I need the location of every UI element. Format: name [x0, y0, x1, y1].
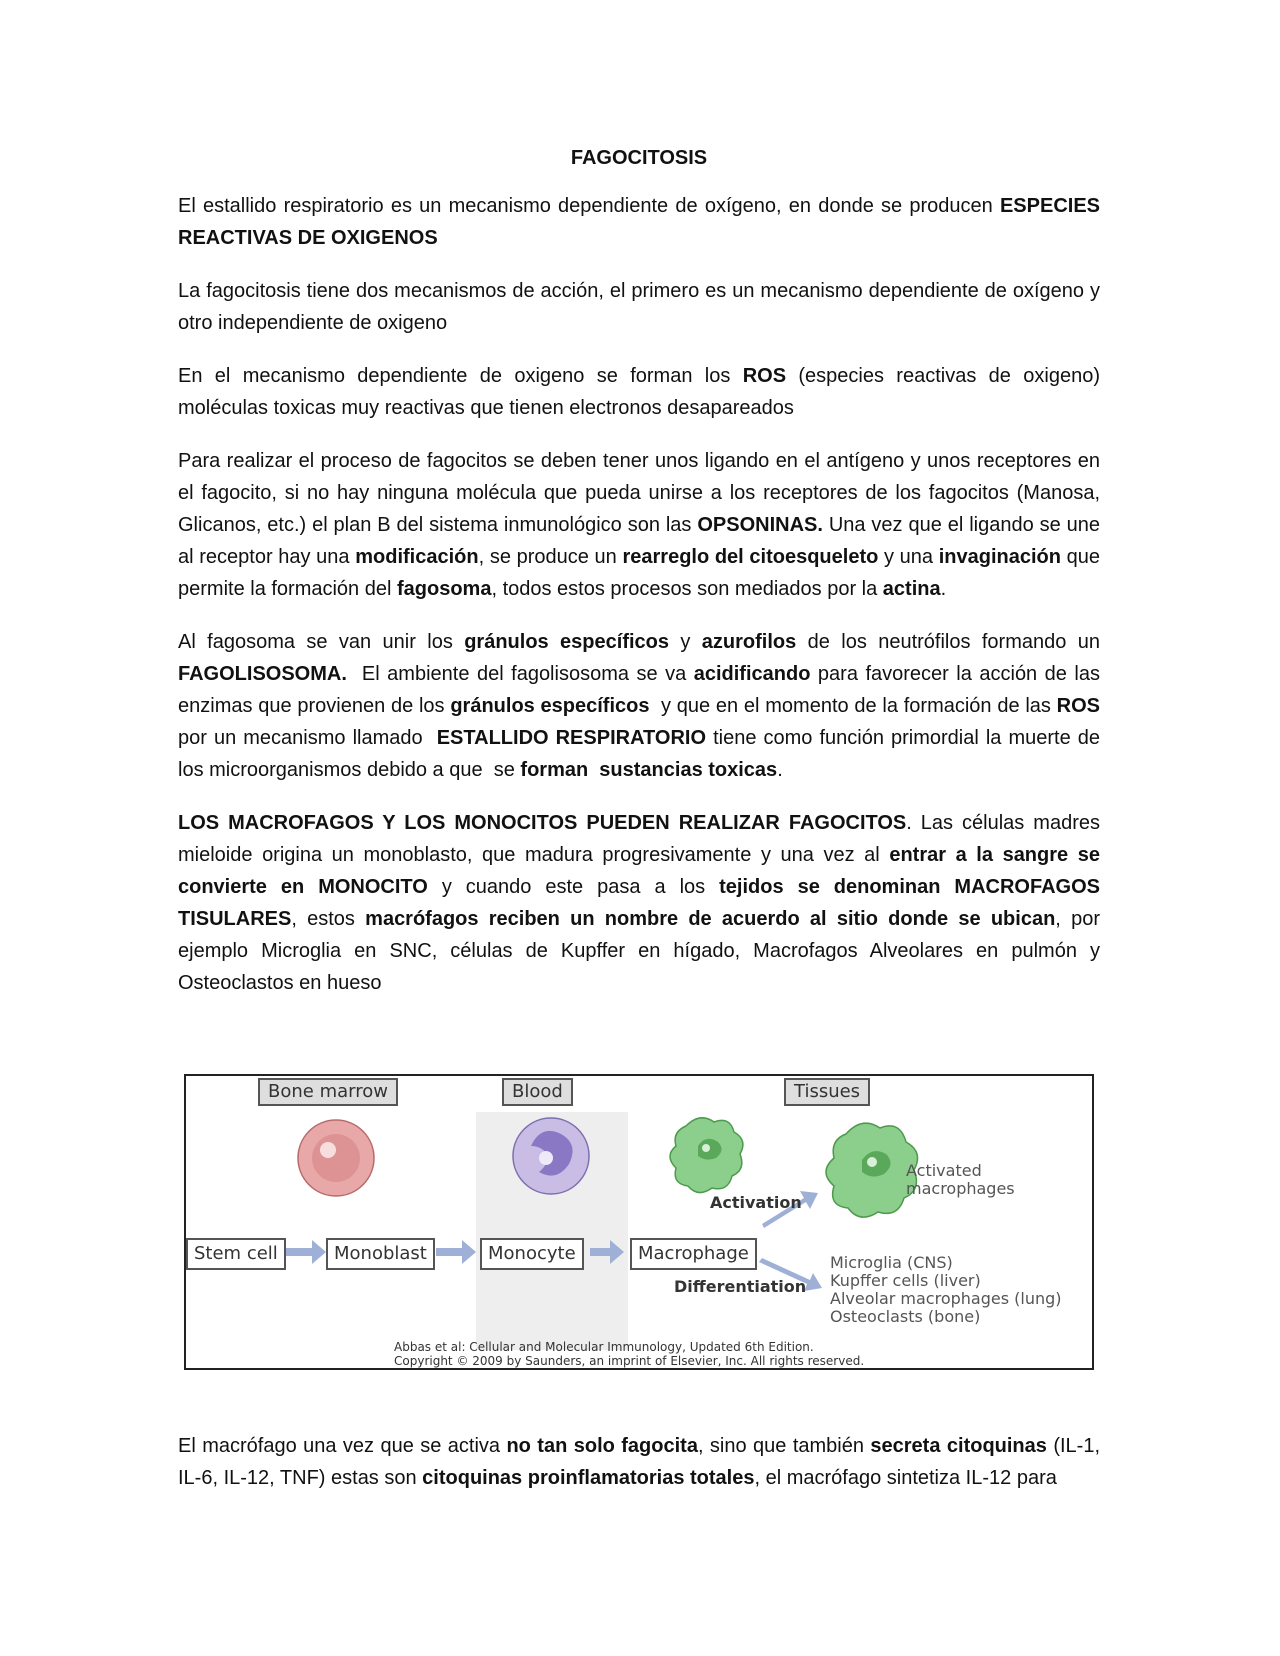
bold-text: modificación — [355, 546, 479, 568]
text: . — [777, 759, 783, 781]
bold-text: azurofilos — [701, 631, 797, 653]
text: , por ejemplo Microglia en SNC, células de Kupffer en hígado, Macrofagos Alveolares en pulmón y Osteoclastos en hueso — [178, 908, 1100, 994]
text: Para realizar el proceso de fagocitos se deben tener unos ligando en el antígeno y unos receptores en el fagocito, si no hay ninguna molécula que pueda unirse a los receptores de los fagocitos (Manosa, Glicanos, etc.) el plan B del sistema inmunológico son las — [178, 450, 1100, 536]
text: Una vez que el ligando se une al receptor hay una — [178, 514, 1101, 568]
arrow-icon — [436, 1240, 476, 1264]
stem-cell-illustration — [298, 1120, 374, 1196]
page-title: FAGOCITOSIS — [570, 147, 708, 169]
list-item: Alveolar macrophages (lung) — [830, 1289, 1062, 1308]
stage-monoblast: Monoblast — [326, 1238, 435, 1270]
paragraph-3 — [178, 360, 1100, 424]
list-item: Osteoclasts (bone) — [830, 1307, 981, 1326]
bold-text: acidificando — [693, 663, 811, 685]
text: y que en el momento de la formación de las — [649, 695, 1057, 717]
text: El macrófago una vez que se activa — [178, 1435, 507, 1457]
activation-label — [710, 1194, 802, 1212]
text: El estallido respiratorio es un mecanismo dependiente de oxígeno, en donde se producen — [178, 195, 1000, 217]
label-line: Activated — [906, 1161, 982, 1180]
text: , el macrófago sintetiza IL-12 para — [754, 1467, 1057, 1489]
differentiated-types-list — [830, 1254, 1062, 1326]
macrophage-illustration — [670, 1118, 743, 1193]
text: , sino que también — [697, 1435, 871, 1457]
figure-citation — [394, 1340, 864, 1368]
differentiation-label — [674, 1278, 806, 1296]
header-blood: Blood — [502, 1078, 573, 1106]
citation-line: Abbas et al: Cellular and Molecular Immunology, Updated 6th Edition. — [394, 1340, 814, 1354]
stage-macrophage: Macrophage — [630, 1238, 757, 1270]
bold-text: ESTALLIDO RESPIRATORIO — [436, 727, 707, 749]
bold-text: OPSONINAS. — [697, 514, 823, 536]
text: , todos estos procesos son mediados por la — [491, 578, 883, 600]
bold-text: FAGOLISOSOMA. — [178, 663, 347, 685]
bold-text: macrófagos reciben un nombre de acuerdo al sitio donde se ubican — [365, 908, 1056, 930]
text: y una — [878, 546, 939, 568]
stage-stem-cell: Stem cell — [186, 1238, 286, 1270]
bold-text: actina — [882, 578, 941, 600]
header-tissues: Tissues — [784, 1078, 870, 1106]
activation-text: Activation — [710, 1193, 802, 1212]
text: Al fagosoma se van unir los — [178, 631, 465, 653]
paragraph-5 — [178, 626, 1106, 786]
text: (especies reactivas de oxigeno) moléculas toxicas muy reactivas que tienen electronos desapareados — [178, 365, 1100, 419]
paragraph-6 — [178, 807, 1100, 999]
bold-text: ESPECIES REACTIVAS DE OXIGENOS — [178, 195, 1100, 249]
activated-macrophages-label — [906, 1162, 1015, 1198]
cell-differentiation-figure — [184, 1074, 1094, 1370]
list-item: Kupffer cells (liver) — [830, 1271, 981, 1290]
header-bone-marrow: Bone marrow — [258, 1078, 398, 1106]
text: y cuando este pasa a los — [427, 876, 720, 898]
text: , estos — [291, 908, 366, 930]
bold-text: rearreglo del citoesqueleto — [622, 546, 879, 568]
differentiation-text: Differentiation — [674, 1277, 807, 1296]
text: La fagocitosis tiene dos mecanismos de acción, el primero es un mecanismo dependiente de oxígeno y otro independiente de oxigeno — [178, 280, 1100, 334]
text: . Las células madres mieloide origina un monoblasto, que madura progresivamente y una vez al — [178, 812, 1100, 866]
text: (IL-1, IL-6, IL-12, TNF) estas son — [178, 1435, 1101, 1489]
paragraph-7 — [178, 1430, 1100, 1494]
text: El ambiente del fagolisosoma se va — [346, 663, 694, 685]
text: tiene como función primordial la muerte de los microorganismos debido a que se — [178, 727, 1106, 781]
bold-text: fagosoma — [396, 578, 492, 600]
label-line: macrophages — [906, 1179, 1015, 1198]
text: para favorecer la acción de las enzimas que provienen de los — [178, 663, 1100, 717]
arrow-icon — [286, 1240, 326, 1264]
paragraph-4 — [178, 445, 1100, 605]
document-body — [178, 142, 1106, 1020]
text: En el mecanismo dependiente de oxigeno se forman los — [178, 365, 743, 387]
bold-text: gránulos específicos — [450, 695, 650, 717]
bold-text: no tan solo fagocita — [506, 1435, 698, 1457]
citation-line: Copyright © 2009 by Saunders, an imprint of Elsevier, Inc. All rights reserved. — [394, 1354, 865, 1368]
bold-text: ROS — [742, 365, 787, 387]
bold-text: invaginación — [938, 546, 1061, 568]
text: que permite la formación del — [178, 546, 1100, 600]
text: . — [940, 578, 947, 600]
text: , se produce un — [478, 546, 623, 568]
paragraph-1 — [178, 190, 1100, 254]
stage-monocyte: Monocyte — [480, 1238, 584, 1270]
arrow-icon — [590, 1240, 624, 1264]
text: y — [669, 631, 702, 653]
activated-macrophage-illustration — [826, 1123, 918, 1217]
text: por un mecanismo llamado — [178, 695, 1106, 749]
bold-text: citoquinas proinflamatorias totales — [422, 1467, 755, 1489]
paragraph-2 — [178, 275, 1100, 339]
text: de los neutrófilos formando un — [796, 631, 1100, 653]
bold-text: forman sustancias toxicas — [520, 759, 778, 781]
monocyte-illustration — [513, 1118, 589, 1194]
bold-text: entrar a la sangre se convierte en MONOCITO — [178, 844, 1100, 898]
list-item: Microglia (CNS) — [830, 1253, 953, 1272]
bold-text: ROS — [1056, 695, 1101, 717]
bold-text: LOS MACROFAGOS Y LOS MONOCITOS PUEDEN REALIZAR FAGOCITOS — [178, 812, 907, 834]
bold-text: tejidos se denominan MACROFAGOS TISULARES — [178, 876, 1100, 930]
bold-text: gránulos específicos — [464, 631, 670, 653]
bold-text: secreta citoquinas — [870, 1435, 1047, 1457]
